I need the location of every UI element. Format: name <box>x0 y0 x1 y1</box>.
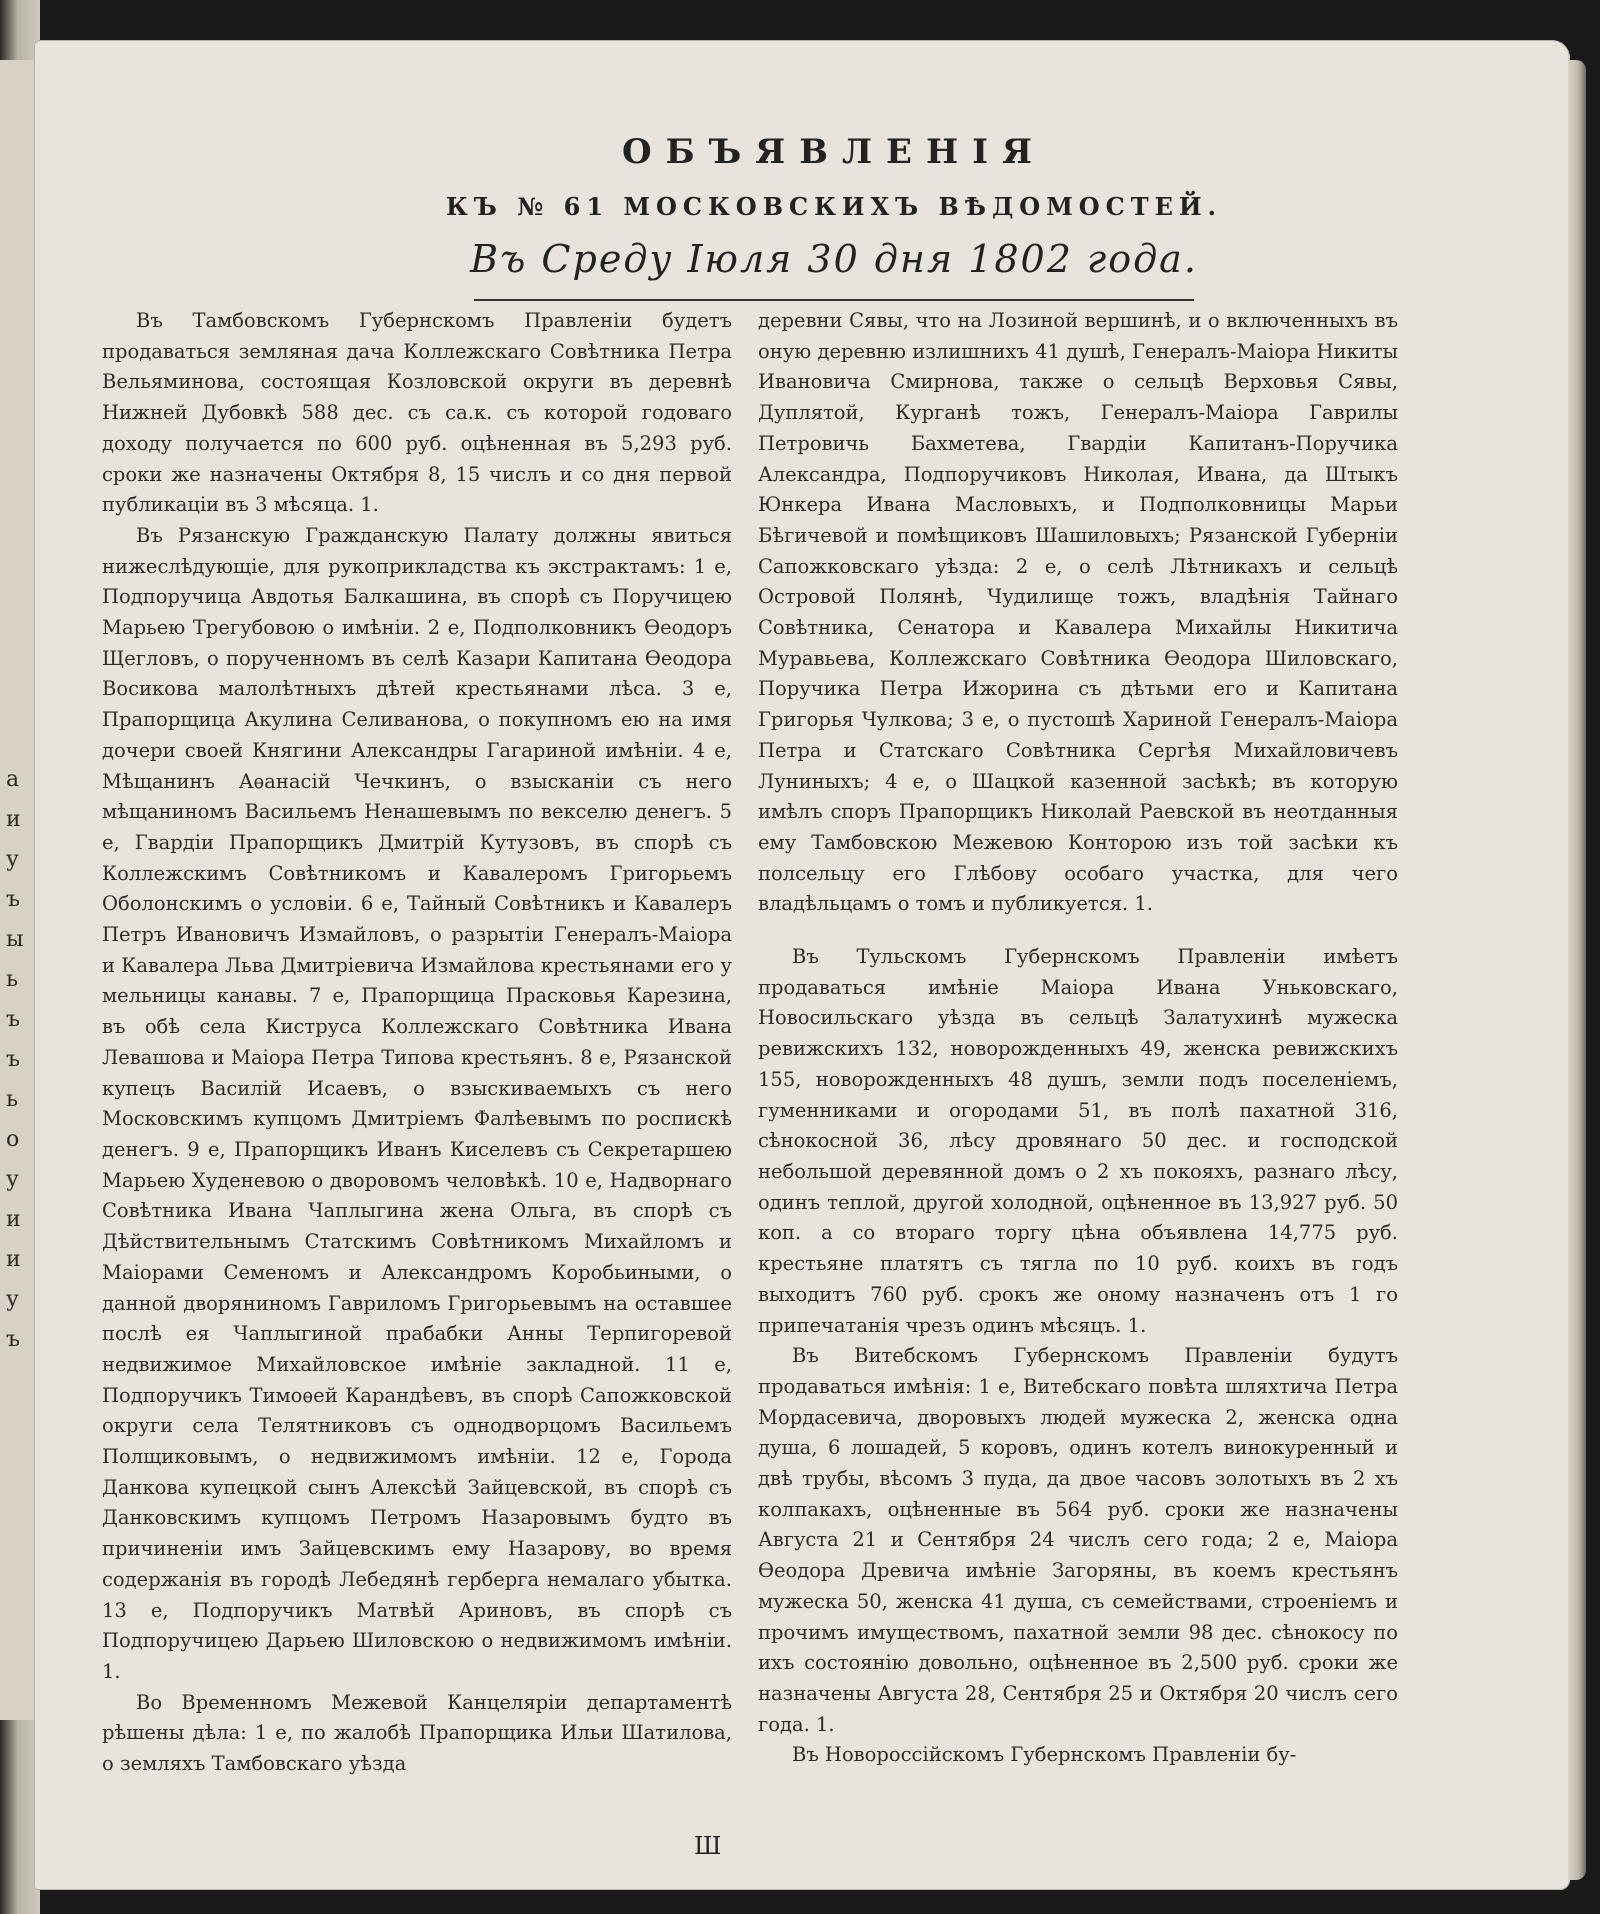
margin-letter: о <box>6 1127 20 1152</box>
catchword: Ш <box>694 1832 722 1860</box>
newspaper-page <box>34 40 1570 1890</box>
title-rule <box>474 299 1194 301</box>
page-stack-edge <box>1568 60 1586 1880</box>
margin-letter: и <box>6 807 21 832</box>
margin-letter: у <box>6 1287 19 1312</box>
previous-page-edge <box>0 60 34 1720</box>
issue-date: Въ Среду Іюля 30 дня 1802 года. <box>470 237 1198 281</box>
announcement: Въ Тульскомъ Губернскомъ Правленіи имѣетъ продаваться имѣніе Маіора Ивана Уньковскаго, Новосильскаго уѣзда въ сельцѣ Залатухинѣ мужеска ревижскихъ 132, новорожденныхъ 49, женска ревижскихъ 155, новорожденныхъ 48 душъ, земли подъ поселеніемъ, гуменниками и огородами 51, въ полѣ пахатной 316, сѣнокосной 36, лѣсу дровянаго 50 дес. и господской небольшой деревянной домъ о 2 хъ покояхъ, разнаго лѣсу, одинъ теплой, другой холодной, оцѣненное въ 13,927 руб. 50 коп. а со втораго торгу цѣна объявлена 14,775 руб. крестьяне платятъ съ тягла по 10 руб. коихъ въ годъ выходитъ 760 руб. срокъ же оному назначенъ отъ 1 го припечатанія чрезъ одинъ мѣсяцъ. 1. <box>758 945 1398 1337</box>
masthead <box>234 90 1434 301</box>
announcement: Въ Тамбовскомъ Губернскомъ Правленіи будетъ продаваться земляная дача Коллежскаго Совѣтника Петра Вельяминова, состоящая Козловской округи въ деревнѣ Нижней Дубовкѣ 588 дес. съ са.к. съ которой годоваго доходу получается по 600 руб. оцѣненная въ 5,293 руб. сроки же назначены Октября 8, 15 числъ и со дня первой публикаціи въ 3 мѣсяца. 1. <box>102 309 732 517</box>
paragraph-gap <box>758 920 1398 942</box>
margin-letter: и <box>6 1207 21 1232</box>
announcement: Въ Новороссійскомъ Губернскомъ Правленіи бу- <box>792 1743 1297 1767</box>
page-title: ОБЪЯВЛЕНІЯ <box>622 132 1046 172</box>
margin-letter: у <box>6 847 19 872</box>
margin-letter: ъ <box>6 1047 20 1072</box>
announcement: Въ Витебскомъ Губернскомъ Правленіи будутъ продаваться имѣнія: 1 е, Витебскаго повѣта шляхтича Петра Мордасевича, дворовыхъ людей мужеска 2, женска одна душа, 6 лошадей, 5 коровъ, одинъ котелъ винокуренный и двѣ трубы, вѣсомъ 3 пуда, да двое часовъ золотыхъ въ 2 хъ колпакахъ, оцѣненные въ 564 руб. сроки же назначены Августа 21 и Сентября 24 числъ сего года; 2 е, Маіора Ѳеодора Древича имѣніе Загоряны, въ коемъ крестьянъ мужеска 50, женска 41 душа, съ семействами, строеніемъ и прочимъ имуществомъ, пахатной земли 98 дес. сѣнокосу по ихъ состоянію довольно, оцѣненное въ 2,500 руб. сроки же назначены Августа 28, Сентября 25 и Октября 20 числъ сего года. 1. <box>758 1344 1398 1736</box>
margin-letter: ь <box>6 967 18 992</box>
margin-letter: ъ <box>6 1007 20 1032</box>
announcement: Во Временномъ Межевой Канцеляріи департаментѣ рѣшены дѣла: 1 е, по жалобѣ Прапорщика Ильи Шатилова, о земляхъ Тамбовскаго уѣзда <box>102 1690 732 1776</box>
page-subtitle: КЪ № 61 МОСКОВСКИХЪ ВѢДОМОСТЕЙ. <box>446 192 1222 221</box>
margin-letter: ы <box>6 927 24 952</box>
margin-letter: ь <box>6 1087 18 1112</box>
announcement-continued: деревни Сявы, что на Лозиной вершинѣ, и о включенныхъ въ оную деревню излишнихъ 41 душѣ, Генералъ-Маіора Никиты Ивановича Смирнова, также о сельцѣ Верховья Сявы, Дуплятой, Курганѣ тожъ, Генералъ-Маіора Гаврилы Петровичь Бахметева, Гвардіи Капитанъ-Поручика Александра, Подпоручиковъ Николая, Ивана, да Штыкъ Юнкера Ивана Масловыхъ, и Подполковницы Марьи Бѣгичевой и помѣщиковъ Шашиловыхъ; Рязанской Губерніи Сапожковскаго уѣзда: 2 е, о селѣ Лѣтникахъ и сельцѣ Островой Полянѣ, Чудилище тожъ, владѣнія Тайнаго Совѣтника, Сенатора и Кавалера Михайлы Никитича Муравьева, Коллежскаго Совѣтника Ѳеодора Шиловскаго, Поручика Петра Ижорина съ дѣтьми его и Капитана Григорья Чулкова; 3 е, о пустошѣ Хариной Генералъ-Маіора Петра и Статскаго Совѣтника Сергѣя Михайловичевъ Луниныхъ; 4 е, о Шацкой казенной засѣкѣ; въ которую имѣлъ споръ Прапорщикъ Николай Раевской въ неотданныя ему Тамбовскою Межевою Конторою изъ той засѣки къ полсельцу его Глѣбову особаго участка, для чего владѣльцамъ о томъ и публикуется. 1. <box>758 309 1398 916</box>
margin-letter: у <box>6 1167 19 1192</box>
announcement: Въ Рязанскую Гражданскую Палату должны явиться нижеслѣдующіе, для рукоприкладства къ экстрактамъ: 1 е, Подпоручица Авдотья Балкашина, въ спорѣ съ Поручицею Марьею Трегубовою о имѣніи. 2 е, Подполковникъ Ѳеодоръ Щегловъ, о порученномъ въ селѣ Казари Капитана Ѳеодора Восикова малолѣтныхъ дѣтей крестьянами лѣса. 3 е, Прапорщица Акулина Селиванова, о покупномъ ею на имя дочери своей Княгини Александры Гагариной имѣніи. 4 е, Мѣщанинъ Аѳанасій Чечкинъ, о взысканіи съ него мѣщаниномъ Васильемъ Ненашевымъ по векселю денегъ. 5 е, Гвардіи Прапорщикъ Дмитрій Кутузовъ, въ спорѣ съ Коллежскимъ Совѣтникомъ и Кавалеромъ Григорьемъ Оболонскимъ о условіи. 6 е, Тайный Совѣтникъ и Кавалеръ Петръ Ивановичъ Измайловъ, о разрытіи Генералъ-Маіора и Кавалера Льва Дмитріевича Измайлова крестьянами его у мельницы канавы. 7 е, Прапорщица Прасковья Карезина, въ обѣ села Киструса Коллежскаго Совѣтника Ивана Левашова и Маіора Петра Типова крестьянъ. 8 е, Рязанской купецъ Василій Исаевъ, о взыскиваемыхъ съ него Московскимъ купцомъ Дмитріемъ Фалѣевымъ по роспискѣ денегъ. 9 е, Прапорщикъ Иванъ Киселевъ съ Секретаршею Марьею Худеневою о дворовомъ человѣкѣ. 10 е, Надворнаго Совѣтника Ивана Чаплыгина жена Ольга, въ спорѣ съ Дѣйствительнымъ Статскимъ Совѣтникомъ Михайломъ и Маіорами Семеномъ и Александромъ Коробьиными, о данной дворяниномъ Гавриломъ Григорьевымъ на оставшее послѣ ея Чаплыгиной прабабки Анны Терпигоревой недвижимое Михайловское имѣніе закладной. 11 е, Подпоручикъ Тимоѳей Карандѣевъ, въ спорѣ Сапожковской округи села Телятниковъ съ однодворцомъ Васильемъ Полщиковымъ, о недвижимомъ имѣніи. 12 е, Города Данкова купецкой сынъ Алексѣй Зайцевской, въ спорѣ съ Данковскимъ купцомъ Петромъ Назаровымъ будто въ причиненіи имъ Зайцевскимъ ему Назарову, во время содержанія въ городѣ Лебедянѣ герберга немалаго убытка. 13 е, Подпоручикъ Матвѣй Ариновъ, въ спорѣ съ Подпоручицею Дарьею Шиловскою о недвижимомъ имѣніи. 1. <box>102 523 732 1683</box>
margin-letter: а <box>6 767 20 792</box>
right-column <box>758 306 1398 1771</box>
margin-letter: ъ <box>6 1327 20 1352</box>
left-column <box>102 306 732 1780</box>
margin-letter: и <box>6 1247 21 1272</box>
margin-letter: ъ <box>6 887 20 912</box>
